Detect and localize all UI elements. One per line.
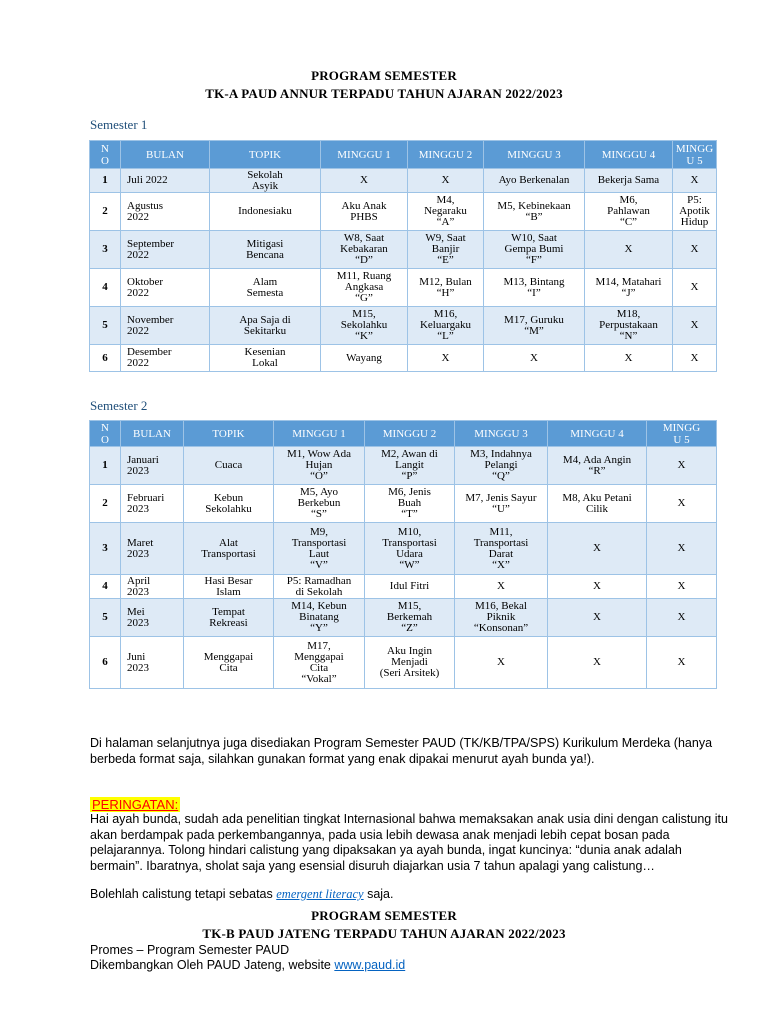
cell-topik: Alam Semesta (210, 269, 321, 307)
cell-minggu-4: M6, Pahlawan “C” (585, 193, 673, 231)
table-row (90, 193, 717, 231)
closing-line (90, 887, 730, 903)
cell-no: 1 (90, 169, 121, 193)
semester-1-label: Semester 1 (90, 117, 148, 132)
cell-minggu-4: X (548, 523, 647, 575)
cell-minggu-3: M13, Bintang “I” (484, 269, 585, 307)
semester-1-table (89, 140, 717, 372)
cell-minggu-3: M11, Transportasi Darat “X” (455, 523, 548, 575)
cell-minggu-3: M3, Indahnya Pelangi “Q” (455, 447, 548, 485)
cell-topik: Mitigasi Bencana (210, 231, 321, 269)
cell-no: 6 (90, 637, 121, 689)
cell-minggu-4: M18, Perpustakaan “N” (585, 307, 673, 345)
table-row (90, 231, 717, 269)
header-topik: TOPIK (210, 141, 321, 169)
cell-topik: Hasi Besar Islam (184, 575, 274, 599)
header-minggu-4: MINGGU 4 (585, 141, 673, 169)
header-minggu-3: MINGGU 3 (484, 141, 585, 169)
cell-minggu-2: X (408, 169, 484, 193)
cell-minggu-4: X (585, 345, 673, 372)
table-row (90, 575, 717, 599)
cell-no: 4 (90, 575, 121, 599)
header-minggu-5: MINGG U 5 (673, 141, 717, 169)
cell-minggu-2: M2, Awan di Langit “P” (365, 447, 455, 485)
cell-minggu-1: M5, Ayo Berkebun “S” (274, 485, 365, 523)
cell-minggu-3: M17, Guruku “M” (484, 307, 585, 345)
page-title: PROGRAM SEMESTER (311, 68, 457, 83)
cell-minggu-1: M15, Sekolahku “K” (321, 307, 408, 345)
cell-minggu-2: Aku Ingin Menjadi (Seri Arsitek) (365, 637, 455, 689)
cell-bulan: Oktober 2022 (121, 269, 210, 307)
cell-topik: Apa Saja di Sekitarku (210, 307, 321, 345)
header-minggu-5: MINGG U 5 (647, 421, 717, 447)
warning-label: PERINGATAN: (92, 797, 179, 812)
cell-minggu-5: X (647, 485, 717, 523)
table-row (90, 307, 717, 345)
table-row (90, 345, 717, 372)
cell-minggu-3: Ayo Berkenalan (484, 169, 585, 193)
cell-minggu-4: M14, Matahari “J” (585, 269, 673, 307)
cell-bulan: Mei 2023 (121, 599, 184, 637)
cell-bulan: Februari 2023 (121, 485, 184, 523)
cell-no: 1 (90, 447, 121, 485)
cell-minggu-5: X (673, 269, 717, 307)
table-row (90, 523, 717, 575)
cell-no: 5 (90, 307, 121, 345)
closing-prefix: Bolehlah calistung tetapi sebatas (90, 887, 277, 901)
cell-bulan: September 2022 (121, 231, 210, 269)
cell-minggu-1: X (321, 169, 408, 193)
header-minggu-1: MINGGU 1 (274, 421, 365, 447)
cell-minggu-4: X (548, 599, 647, 637)
cell-minggu-4: X (585, 231, 673, 269)
cell-minggu-5: X (673, 169, 717, 193)
cell-minggu-5: X (673, 231, 717, 269)
cell-minggu-5: P5: Apotik Hidup (673, 193, 717, 231)
cell-minggu-4: X (548, 637, 647, 689)
semester-2-table (89, 420, 717, 689)
cell-minggu-4: X (548, 575, 647, 599)
cell-minggu-1: M17, Menggapai Cita “Vokal” (274, 637, 365, 689)
cell-no: 4 (90, 269, 121, 307)
cell-minggu-5: X (647, 447, 717, 485)
cell-minggu-2: M15, Berkemah “Z” (365, 599, 455, 637)
cell-minggu-3: M16, Bekal Piknik “Konsonan” (455, 599, 548, 637)
cell-bulan: Juli 2022 (121, 169, 210, 193)
cell-minggu-5: X (673, 345, 717, 372)
cell-topik: Cuaca (184, 447, 274, 485)
header-minggu-3: MINGGU 3 (455, 421, 548, 447)
cell-minggu-4: M4, Ada Angin “R” (548, 447, 647, 485)
cell-minggu-2: M6, Jenis Buah “T” (365, 485, 455, 523)
cell-no: 2 (90, 193, 121, 231)
cell-bulan: Agustus 2022 (121, 193, 210, 231)
cell-minggu-1: M11, Ruang Angkasa “G” (321, 269, 408, 307)
header-no: N O (90, 141, 121, 169)
cell-topik: Sekolah Asyik (210, 169, 321, 193)
cell-minggu-2: X (408, 345, 484, 372)
header-bulan: BULAN (121, 421, 184, 447)
cell-minggu-1: M14, Kebun Binatang “Y” (274, 599, 365, 637)
warning-paragraph: Hai ayah bunda, sudah ada penelitian tingkat Internasional bahwa memaksakan anak usia dini dengan calistung itu akan berdampak pada perkembangannya, pada usia lebih dewasa anak menjadi lebih cepat bosan pada pelajarannya. Tolong hindari calistung yang dipaksakan ya ayah bunda, ingat kuncinya: “dunia anak adalah bermain”. Ibaratnya, sholat saja yang esensial disuruh diajarkan usia 7 tahun apalagi yang calistung… (90, 812, 728, 873)
footer-line-2 (90, 958, 405, 973)
table-row (90, 637, 717, 689)
cell-topik: Indonesiaku (210, 193, 321, 231)
cell-minggu-3: X (455, 575, 548, 599)
cell-minggu-1: Aku Anak PHBS (321, 193, 408, 231)
header-minggu-2: MINGGU 2 (408, 141, 484, 169)
table-row (90, 599, 717, 637)
section-subtitle: TK-B PAUD JATENG TERPADU TAHUN AJARAN 2022/2023 (202, 926, 566, 941)
cell-minggu-5: X (647, 599, 717, 637)
cell-topik: Alat Transportasi (184, 523, 274, 575)
cell-minggu-3: M7, Jenis Sayur “U” (455, 485, 548, 523)
table-row (90, 485, 717, 523)
emergent-literacy-link[interactable]: emergent literacy (276, 887, 364, 901)
page-subtitle: TK-A PAUD ANNUR TERPADU TAHUN AJARAN 2022/2023 (205, 86, 563, 101)
cell-minggu-2: M4, Negaraku “A” (408, 193, 484, 231)
cell-minggu-3: W10, Saat Gempa Bumi “F” (484, 231, 585, 269)
header-minggu-1: MINGGU 1 (321, 141, 408, 169)
cell-minggu-4: M8, Aku Petani Cilik (548, 485, 647, 523)
cell-bulan: Maret 2023 (121, 523, 184, 575)
footer-prefix: Dikembangkan Oleh PAUD Jateng, website (90, 958, 335, 972)
table-row (90, 447, 717, 485)
table-row (90, 169, 717, 193)
cell-no: 3 (90, 523, 121, 575)
section-title: PROGRAM SEMESTER (311, 908, 457, 923)
cell-bulan: Desember 2022 (121, 345, 210, 372)
cell-bulan: April 2023 (121, 575, 184, 599)
cell-minggu-3: X (455, 637, 548, 689)
cell-bulan: November 2022 (121, 307, 210, 345)
header-topik: TOPIK (184, 421, 274, 447)
table-row (90, 269, 717, 307)
closing-suffix: saja. (363, 887, 394, 901)
header-minggu-4: MINGGU 4 (548, 421, 647, 447)
cell-minggu-5: X (647, 637, 717, 689)
cell-minggu-4: Bekerja Sama (585, 169, 673, 193)
cell-minggu-1: Wayang (321, 345, 408, 372)
cell-minggu-5: X (673, 307, 717, 345)
cell-minggu-2: M16, Keluargaku “L” (408, 307, 484, 345)
cell-no: 5 (90, 599, 121, 637)
cell-minggu-1: M9, Transportasi Laut “V” (274, 523, 365, 575)
cell-minggu-3: M5, Kebinekaan “B” (484, 193, 585, 231)
cell-topik: Tempat Rekreasi (184, 599, 274, 637)
cell-topik: Menggapai Cita (184, 637, 274, 689)
footer-line-1: Promes – Program Semester PAUD (90, 943, 290, 957)
semester-2-label: Semester 2 (90, 398, 148, 413)
cell-minggu-3: X (484, 345, 585, 372)
cell-minggu-2: M10, Transportasi Udara “W” (365, 523, 455, 575)
website-link[interactable]: www.paud.id (334, 958, 406, 972)
cell-minggu-2: W9, Saat Banjir “E” (408, 231, 484, 269)
cell-no: 3 (90, 231, 121, 269)
cell-minggu-2: Idul Fitri (365, 575, 455, 599)
header-no: N O (90, 421, 121, 447)
cell-topik: Kesenian Lokal (210, 345, 321, 372)
cell-bulan: Januari 2023 (121, 447, 184, 485)
cell-minggu-5: X (647, 575, 717, 599)
cell-no: 6 (90, 345, 121, 372)
cell-minggu-1: P5: Ramadhan di Sekolah (274, 575, 365, 599)
cell-minggu-1: W8, Saat Kebakaran “D” (321, 231, 408, 269)
cell-minggu-1: M1, Wow Ada Hujan “O” (274, 447, 365, 485)
cell-minggu-2: M12, Bulan “H” (408, 269, 484, 307)
cell-bulan: Juni 2023 (121, 637, 184, 689)
cell-topik: Kebun Sekolahku (184, 485, 274, 523)
header-bulan: BULAN (121, 141, 210, 169)
cell-no: 2 (90, 485, 121, 523)
intro-paragraph: Di halaman selanjutnya juga disediakan Program Semester PAUD (TK/KB/TPA/SPS) Kurikulum Merdeka (hanya berbeda format saja, silahkan gunakan format yang enak dipakai menurut ayah bunda ya!). (90, 736, 713, 766)
cell-minggu-5: X (647, 523, 717, 575)
header-minggu-2: MINGGU 2 (365, 421, 455, 447)
